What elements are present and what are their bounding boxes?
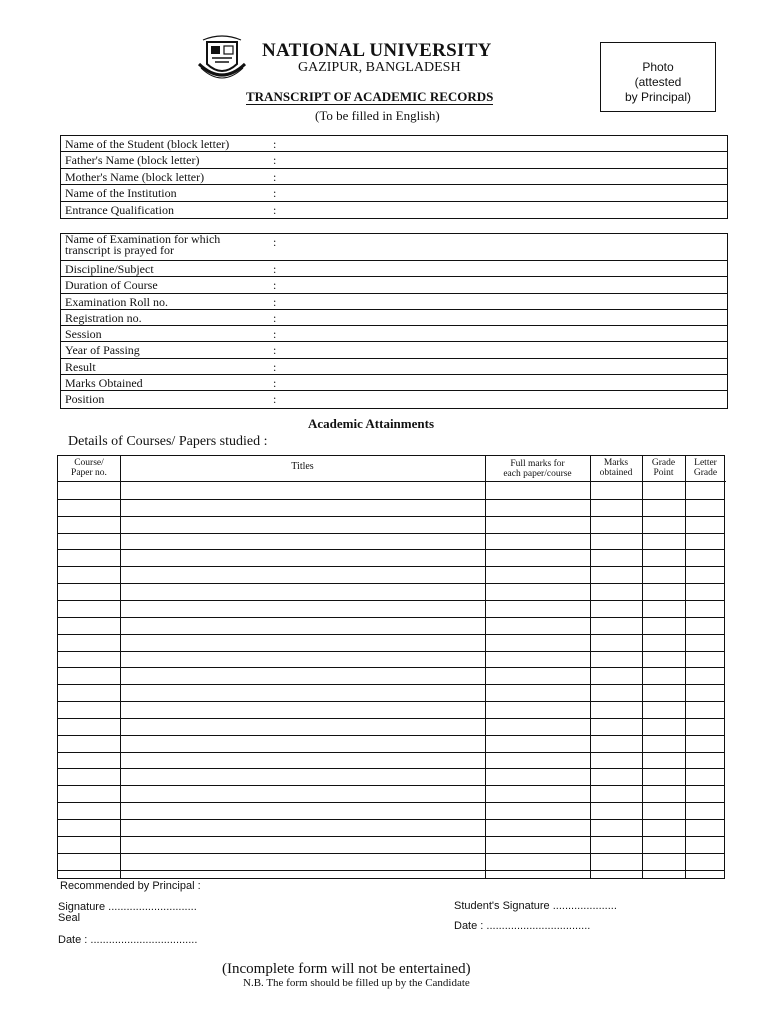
field-separator: :	[273, 202, 277, 217]
header-line: Grade	[651, 458, 676, 468]
table-row-line	[58, 718, 724, 719]
university-name: NATIONAL UNIVERSITY	[262, 40, 492, 61]
field-separator: :	[273, 235, 277, 249]
field-label: Result	[65, 359, 96, 374]
field-separator: :	[273, 137, 277, 151]
exam-info-table	[60, 233, 728, 409]
field-label-line: Name of Examination for which	[65, 232, 221, 246]
table-row-line	[58, 651, 724, 652]
field-separator: :	[273, 169, 277, 184]
table-row-line	[58, 617, 724, 618]
column-header-marks-obtained	[590, 456, 642, 482]
session-row[interactable]	[61, 326, 727, 342]
personal-info-table	[60, 135, 728, 219]
institution-row[interactable]	[61, 185, 727, 201]
column-header-grade-point	[642, 456, 685, 482]
field-label: Position	[65, 392, 105, 407]
nb-note: N.B. The form should be filled up by the Candidate	[243, 977, 470, 989]
field-separator: :	[273, 278, 277, 293]
field-separator: :	[273, 262, 277, 276]
header-line: each paper/course	[503, 469, 572, 479]
field-label: Entrance Qualification	[65, 202, 174, 217]
photo-box-line: (attested	[634, 75, 682, 89]
courses-subheading: Details of Courses/ Papers studied :	[68, 434, 268, 449]
field-label: Year of Passing	[65, 343, 140, 358]
table-row-line	[58, 684, 724, 685]
student-signature-line[interactable]: Student's Signature .....................	[454, 900, 617, 912]
field-label	[65, 234, 220, 256]
result-row[interactable]	[61, 359, 727, 375]
courses-table	[57, 455, 725, 879]
principal-signature-line[interactable]: Signature .............................	[58, 901, 197, 913]
principal-date-line[interactable]: Date : ...................................	[58, 934, 198, 946]
table-row-line	[58, 768, 724, 769]
document-title: TRANSCRIPT OF ACADEMIC RECORDS	[246, 89, 494, 104]
header-line: Marks	[603, 458, 629, 468]
field-separator: :	[273, 186, 277, 201]
university-crest-icon	[193, 34, 251, 84]
field-label: Name of the Institution	[65, 186, 177, 201]
field-label: Session	[65, 327, 102, 342]
marks-obtained-row[interactable]	[61, 375, 727, 391]
table-row-line	[58, 752, 724, 753]
header-line: Point	[653, 468, 674, 478]
field-label: Marks Obtained	[65, 376, 143, 391]
column-header-titles	[120, 456, 485, 482]
year-of-passing-row[interactable]	[61, 342, 727, 358]
recommended-label: Recommended by Principal :	[60, 880, 201, 892]
student-name-row[interactable]	[61, 136, 727, 152]
field-separator: :	[273, 153, 277, 168]
header-line: Grade	[693, 468, 718, 478]
incomplete-form-note: (Incomplete form will not be entertained)	[222, 961, 471, 977]
table-row-line	[58, 566, 724, 567]
table-row-line	[58, 870, 724, 871]
field-label: Father's Name (block letter)	[65, 153, 200, 168]
table-row-line	[58, 836, 724, 837]
table-row-line	[58, 802, 724, 803]
column-header-course	[58, 456, 120, 482]
examination-name-row[interactable]	[61, 234, 727, 261]
table-row-line	[58, 634, 724, 635]
header-line: Letter	[694, 458, 717, 468]
table-row-line	[58, 667, 724, 668]
field-separator: :	[273, 310, 277, 325]
discipline-row[interactable]	[61, 261, 727, 277]
table-row-line	[58, 549, 724, 550]
header-line: Titles	[291, 461, 314, 472]
field-separator: :	[273, 294, 277, 309]
field-label: Examination Roll no.	[65, 294, 168, 309]
seal-label: Seal	[58, 912, 81, 924]
roll-no-row[interactable]	[61, 294, 727, 310]
photo-box-line: Photo	[642, 60, 674, 74]
entrance-qualification-row[interactable]	[61, 202, 727, 218]
column-header-full-marks	[485, 456, 590, 482]
university-location: GAZIPUR, BANGLADESH	[298, 60, 461, 75]
header-line: Full marks for	[510, 459, 565, 469]
position-row[interactable]	[61, 391, 727, 407]
table-row-line	[58, 600, 724, 601]
table-row-line	[58, 785, 724, 786]
document-subtitle: (To be filled in English)	[315, 108, 440, 123]
table-row-line	[58, 819, 724, 820]
header-line: Paper no.	[71, 468, 107, 478]
table-row-line	[58, 701, 724, 702]
table-row-line	[58, 735, 724, 736]
table-row-line	[58, 853, 724, 854]
field-separator: :	[273, 327, 277, 342]
field-separator: :	[273, 376, 277, 391]
photo-box-line: by Principal)	[624, 90, 692, 104]
field-label: Duration of Course	[65, 278, 158, 293]
table-row-line	[58, 516, 724, 517]
field-separator: :	[273, 343, 277, 358]
field-separator: :	[273, 392, 277, 407]
photo-box	[600, 42, 716, 112]
father-name-row[interactable]	[61, 152, 727, 168]
header-line: obtained	[599, 468, 633, 478]
student-date-line[interactable]: Date : ..................................	[454, 920, 591, 932]
field-label-line: transcript is prayed for	[65, 243, 174, 257]
attainments-heading: Academic Attainments	[308, 416, 435, 431]
table-row-line	[58, 499, 724, 500]
field-label: Discipline/Subject	[65, 262, 154, 276]
field-separator: :	[273, 359, 277, 374]
column-header-letter-grade	[685, 456, 726, 482]
table-row-line	[58, 583, 724, 584]
field-label: Mother's Name (block letter)	[65, 169, 205, 184]
registration-no-row[interactable]	[61, 310, 727, 326]
field-label: Registration no.	[65, 310, 142, 325]
mother-name-row[interactable]	[61, 169, 727, 185]
duration-row[interactable]	[61, 277, 727, 293]
table-row-line	[58, 533, 724, 534]
header-line: Course/	[74, 458, 104, 468]
field-label: Name of the Student (block letter)	[65, 137, 230, 151]
